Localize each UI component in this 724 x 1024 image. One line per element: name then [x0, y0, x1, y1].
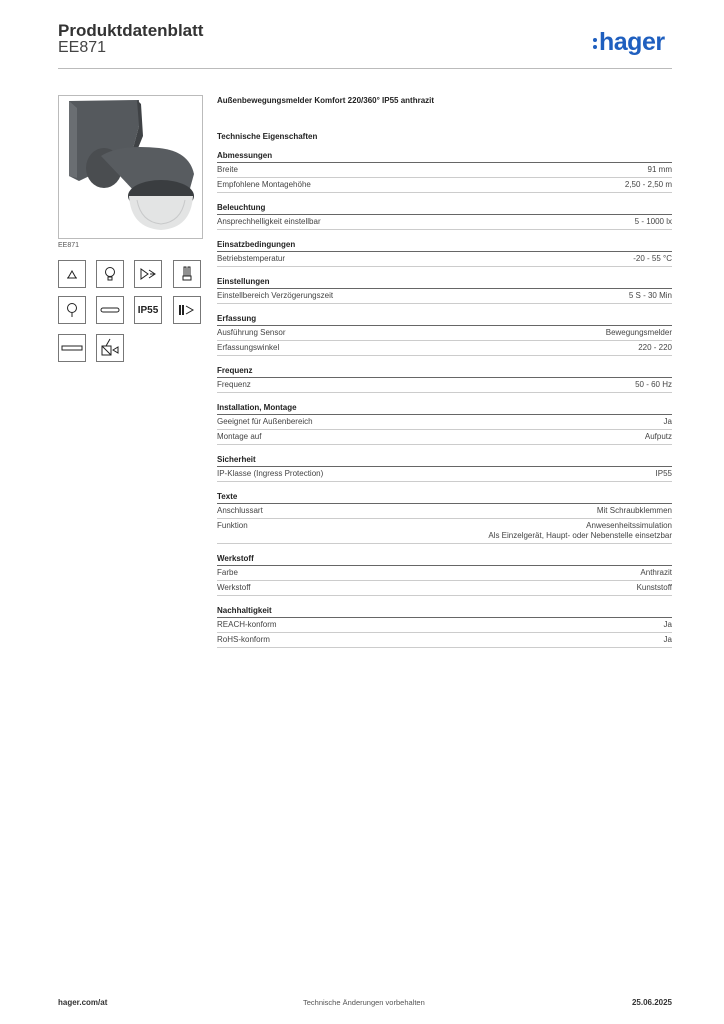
spec-group-title: Texte — [217, 492, 672, 504]
spec-value — [640, 568, 672, 578]
spec-value-line: 91 mm — [647, 165, 672, 174]
footer-disclaimer: Technische Änderungen vorbehalten — [303, 998, 425, 1007]
spec-value-line: 5 - 1000 lx — [634, 217, 672, 226]
product-image — [58, 95, 203, 239]
spec-label: Werkstoff — [217, 583, 251, 592]
spec-row — [217, 430, 672, 445]
spec-row — [217, 633, 672, 648]
spec-value — [648, 165, 672, 175]
spec-value-line: 5 S - 30 Min — [628, 291, 672, 300]
spec-value — [597, 506, 672, 516]
spec-group-title: Werkstoff — [217, 554, 672, 566]
spec-row — [217, 566, 672, 581]
product-name: Außenbewegungsmelder Komfort 220/360° IP55 anthrazit — [217, 96, 435, 105]
tube-icon — [58, 334, 86, 362]
spec-row — [217, 289, 672, 304]
spec-label: Erfassungswinkel — [217, 343, 280, 352]
spec-value — [645, 432, 672, 442]
spec-value-line: Ja — [663, 635, 672, 644]
spec-row — [217, 252, 672, 267]
spec-group-title: Abmessungen — [217, 151, 672, 163]
spec-value-line: Bewegungsmelder — [605, 328, 672, 337]
spec-value — [488, 521, 672, 541]
spec-value — [635, 217, 672, 227]
spec-label: Montage auf — [217, 432, 262, 441]
spec-label: Empfohlene Montagehöhe — [217, 180, 311, 189]
spec-value — [629, 291, 672, 301]
page-title: Produktdatenblatt — [58, 21, 204, 40]
spec-value — [664, 620, 672, 630]
spec-group-title: Frequenz — [217, 366, 672, 378]
energy-saving-icon — [173, 260, 201, 288]
spec-row — [217, 178, 672, 193]
spec-value-line: Als Einzelgerät, Haupt- oder Nebenstelle einsetzbar — [488, 531, 672, 540]
bulb-icon — [96, 260, 124, 288]
spec-row — [217, 467, 672, 482]
spec-value-line: 50 - 60 Hz — [635, 380, 672, 389]
spec-row — [217, 519, 672, 544]
spec-group-title: Sicherheit — [217, 455, 672, 467]
spec-value — [664, 635, 672, 645]
spec-group-title: Installation, Montage — [217, 403, 672, 415]
spec-label: REACH-konform — [217, 620, 277, 629]
spec-label: RoHS-konform — [217, 635, 270, 644]
spec-content — [217, 90, 672, 648]
spec-value-line: IP55 — [655, 469, 672, 478]
hager-logo[interactable]: hager — [593, 28, 665, 57]
spec-value-line: Kunststoff — [636, 583, 672, 592]
spec-value — [638, 343, 672, 353]
spec-label: IP-Klasse (Ingress Protection) — [217, 469, 324, 478]
spec-row — [217, 415, 672, 430]
product-code: EE871 — [58, 39, 107, 56]
spec-row — [217, 341, 672, 356]
switch-icon — [96, 334, 124, 362]
spec-value — [633, 254, 672, 264]
spec-value-line: -20 - 55 °C — [633, 254, 672, 263]
led-driver-icon — [173, 296, 201, 324]
spec-groups — [217, 151, 672, 648]
header-divider — [58, 68, 672, 69]
fluorescent-tube-icon — [96, 296, 124, 324]
image-caption: EE871 — [58, 242, 80, 249]
spec-label: Ansprechhelligkeit einstellbar — [217, 217, 321, 226]
spec-label: Geeignet für Außenbereich — [217, 417, 313, 426]
spec-value — [635, 380, 672, 390]
ip55-icon: IP55 — [134, 296, 162, 324]
spec-group-title: Nachhaltigkeit — [217, 606, 672, 618]
spec-label: Farbe — [217, 568, 238, 577]
spec-row — [217, 378, 672, 393]
spec-group-title: Beleuchtung — [217, 203, 672, 215]
spec-value — [656, 469, 672, 479]
spec-label: Breite — [217, 165, 238, 174]
spec-group-title: Erfassung — [217, 314, 672, 326]
spec-value-line: Ja — [663, 620, 672, 629]
spec-value-line: Ja — [663, 417, 672, 426]
spec-value-line: Aufputz — [644, 432, 672, 441]
spec-label: Funktion — [217, 521, 248, 530]
spec-label: Betriebstemperatur — [217, 254, 286, 263]
spec-value — [606, 328, 672, 338]
spec-row — [217, 504, 672, 519]
footer-date: 25.06.2025 — [631, 998, 672, 1007]
spec-value — [625, 180, 672, 190]
incandescent-icon — [58, 296, 86, 324]
spec-row — [217, 326, 672, 341]
section-title: Technische Eigenschaften — [217, 132, 318, 141]
lamp-icon — [58, 260, 86, 288]
spec-label: Einstellbereich Verzögerungszeit — [217, 291, 334, 300]
spec-row — [217, 163, 672, 178]
spec-value-line: Anthrazit — [640, 568, 672, 577]
spec-value — [664, 417, 672, 427]
spec-row — [217, 215, 672, 230]
cfl-icon — [134, 260, 162, 288]
spec-value-line: Mit Schraubklemmen — [596, 506, 672, 515]
spec-row — [217, 618, 672, 633]
spec-value-line: 2,50 - 2,50 m — [624, 180, 672, 189]
spec-group-title: Einstellungen — [217, 277, 672, 289]
logo-dots-icon — [593, 35, 597, 52]
footer-website[interactable]: hager.com/at — [58, 998, 108, 1007]
spec-value-line: 220 - 220 — [638, 343, 672, 352]
spec-value — [637, 583, 672, 593]
spec-value-line: Anwesenheitssimulation — [586, 521, 672, 530]
spec-group-title: Einsatzbedingungen — [217, 240, 672, 252]
spec-label: Frequenz — [217, 380, 251, 389]
spec-label: Ausführung Sensor — [217, 328, 286, 337]
spec-label: Anschlussart — [217, 506, 263, 515]
spec-row — [217, 581, 672, 596]
